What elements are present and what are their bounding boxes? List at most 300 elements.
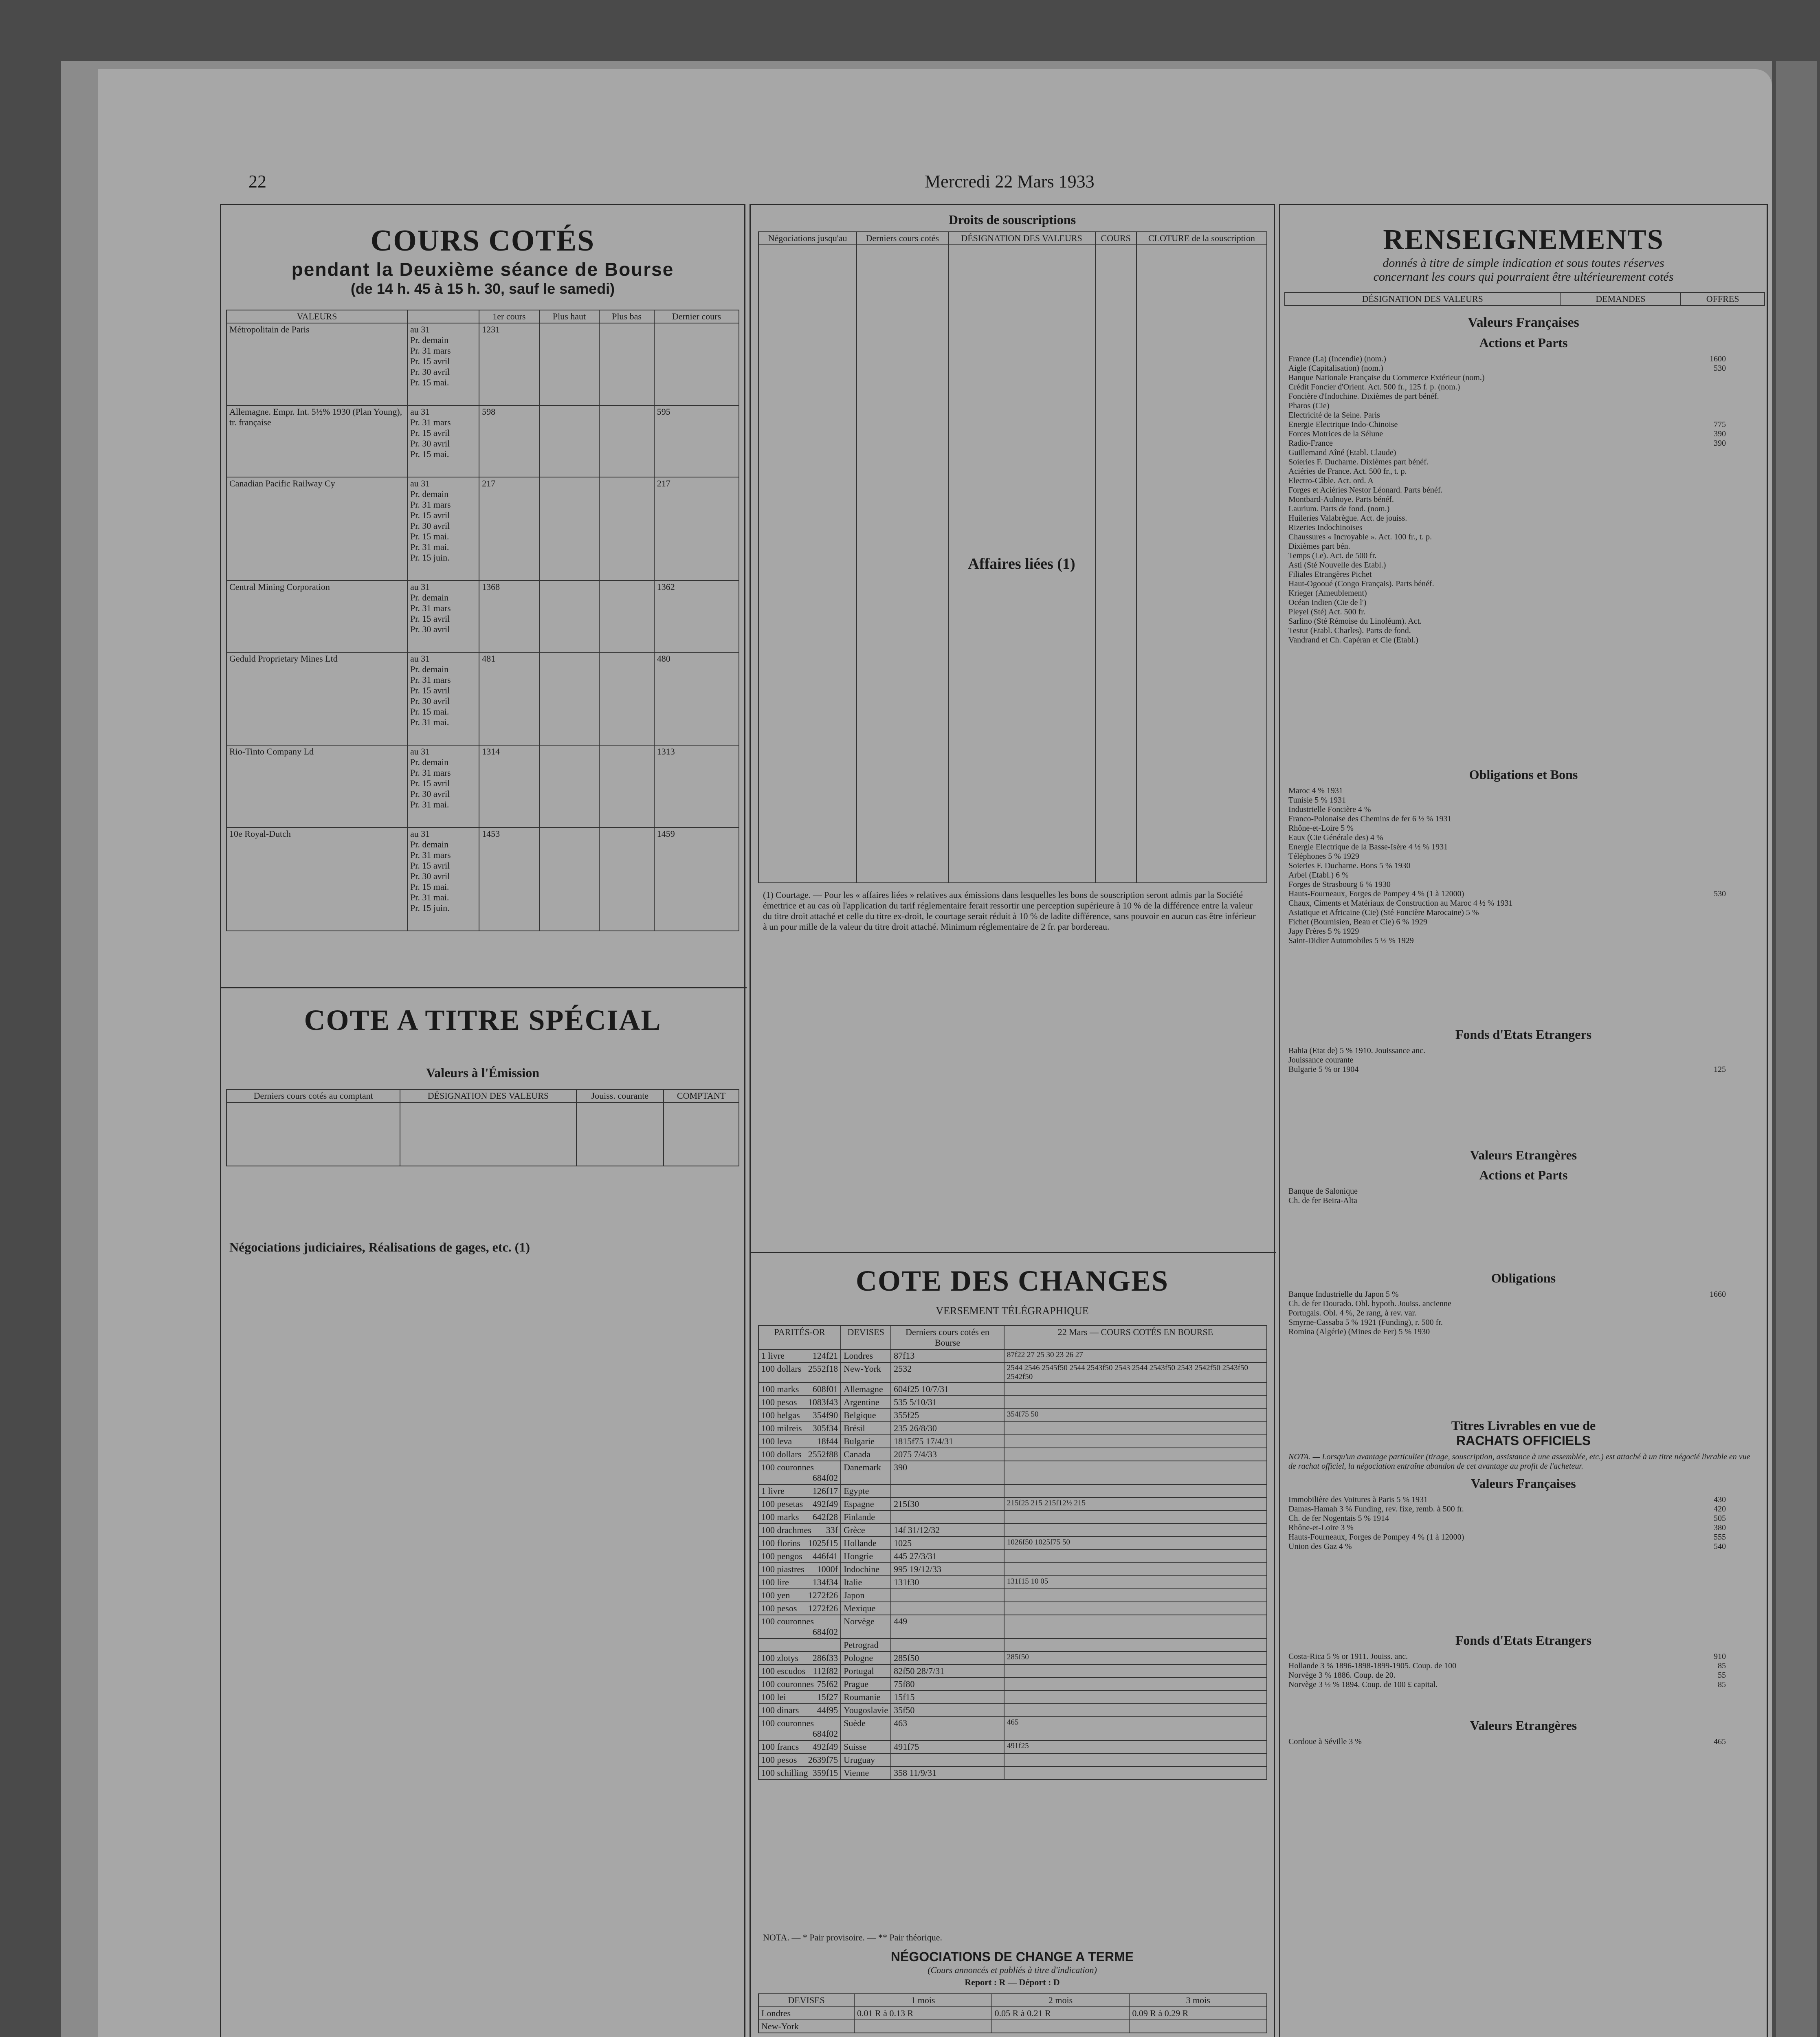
table-row [758,1665,1267,1678]
designation: Damas-Hamah 3 % Funding, rev. fixe, remb. à 500 fr. [1288,1505,1464,1513]
devise: Argentine [841,1396,891,1409]
r-vf-heading: Valeurs Françaises [1471,1476,1576,1491]
parite-value: 126f17 [812,1486,838,1496]
devise: Suisse [841,1740,891,1753]
cours-cotes [1004,1602,1267,1615]
list-item [1288,871,1758,880]
ob-heading: Obligations et Bons [1469,767,1578,782]
ve-ap-heading: Actions et Parts [1479,1168,1568,1182]
list-item [1288,354,1758,364]
demande [1677,617,1726,626]
demande: 420 [1714,1505,1726,1513]
term: au 31 [410,829,430,839]
cours-cotes [1004,1563,1267,1576]
table-row [758,1563,1267,1576]
devise: Belgique [841,1409,891,1422]
plus-haut [539,477,600,581]
list-item [1288,495,1758,504]
list-item [1288,1661,1758,1671]
demande [1677,814,1726,824]
parite [758,1615,841,1639]
column-header: OFFRES [1681,293,1765,306]
parite [758,1422,841,1435]
designation: Banque Industrielle du Japon 5 % [1288,1290,1399,1299]
demande [1677,636,1726,645]
term: Pr. 15 juin. [410,552,450,563]
parite-unit: 100 pesos [761,1397,797,1407]
terme-cell: Londres [758,2007,854,2020]
list-item [1288,1542,1758,1551]
list-item [1288,523,1758,532]
parite-unit: 100 dollars [761,1364,802,1374]
column-header: Jouiss. courante [576,1089,664,1102]
term: Pr. 15 avril [410,428,450,438]
term: Pr. 30 avril [410,696,450,706]
ve-ob-heading: Obligations [1491,1271,1556,1285]
plus-bas [599,827,654,931]
cours-cotes [1004,1589,1267,1602]
designation: Testut (Etabl. Charles). Parts de fond. [1288,626,1411,635]
offre [1726,871,1758,880]
terme-cell [1129,2020,1267,2033]
list-item [1288,889,1758,899]
term: Pr. 15 juin. [410,903,450,913]
list-item [1288,1299,1758,1309]
designation: Soieries F. Ducharne. Dixièmes part bénéf. [1288,458,1429,466]
column-header: CLOTURE de la souscription [1136,232,1267,245]
term: Pr. 31 mars [410,417,451,427]
term: au 31 [410,324,430,334]
column-header: DEMANDES [1560,293,1681,306]
demande: 530 [1714,364,1726,373]
devise: Norvège [841,1615,891,1639]
demande [1677,411,1726,420]
demande [1677,1309,1726,1318]
parite-value: 1272f26 [808,1603,838,1613]
column-header: DÉSIGNATION DES VALEURS [1285,293,1560,306]
cours-cotes [1004,1383,1267,1396]
dernier-cours: 358 11/9/31 [891,1766,1004,1780]
demande: 390 [1714,439,1726,448]
demande [1677,899,1726,908]
table-row [758,1409,1267,1422]
first-cours: 1231 [479,323,539,405]
list-item [1288,1196,1758,1205]
parite-unit: 100 drachmes [761,1525,811,1535]
terme-cell: New-York [758,2020,854,2033]
demande [1677,626,1726,636]
demande [1677,532,1726,542]
offre [1726,908,1758,917]
plus-bas [599,323,654,405]
list-item [1288,814,1758,824]
designation: Chaussures « Incroyable ». Act. 100 fr., t. p. [1288,532,1432,541]
term: Pr. 15 avril [410,778,450,788]
list-item [1288,626,1758,636]
demande [1677,927,1726,936]
table-row [226,477,739,581]
offre [1726,1680,1758,1689]
devise: Roumanie [841,1691,891,1704]
dernier-cours [891,1753,1004,1766]
actions-list [1288,354,1758,645]
designation: Norvège 3 % 1886. Coup. de 20. [1288,1671,1396,1680]
demande: 1600 [1710,354,1726,363]
designation: Haut-Ogooué (Congo Français). Parts bénéf. [1288,579,1434,588]
demande: 530 [1714,889,1726,898]
list-item [1288,880,1758,889]
list-item [1288,824,1758,833]
offre [1726,1737,1758,1747]
offre [1726,373,1758,383]
cours-cotes: 215f25 215 215f12½ 215 [1004,1498,1267,1511]
list-item [1288,364,1758,373]
designation: Dixièmes part bén. [1288,542,1350,551]
cours-cotes-title: COURS COTÉS [370,224,595,257]
demande [1677,1196,1726,1205]
list-item [1288,617,1758,626]
term: Pr. 31 mars [410,345,451,356]
offre [1726,936,1758,946]
cours-cotes [1004,1524,1267,1537]
offre [1726,495,1758,504]
offre [1726,1495,1758,1505]
demande [1677,936,1726,946]
designation: Rhône-et-Loire 5 % [1288,824,1354,833]
parite-unit: 100 leva [761,1436,792,1446]
demande [1677,448,1726,458]
designation: Saint-Didier Automobiles 5 ½ % 1929 [1288,936,1414,945]
table-row [226,323,739,405]
demande [1677,551,1726,561]
list-item [1288,936,1758,946]
dernier-cours: 535 5/10/31 [891,1396,1004,1409]
parite-unit: 100 francs [761,1742,799,1752]
dernier-cours: 1459 [654,827,739,931]
column-header: 1er cours [479,310,539,323]
cours-cotes: 354f75 50 [1004,1409,1267,1422]
demande [1677,1299,1726,1309]
left-column [220,204,745,2037]
list-item [1288,1056,1758,1065]
ve-obligations-list [1288,1290,1758,1337]
offre [1726,1533,1758,1542]
offre [1726,1514,1758,1523]
devise: Pologne [841,1652,891,1665]
offre [1726,1327,1758,1337]
offre [1726,589,1758,598]
changes-nota: NOTA. — * Pair provisoire. — ** Pair théorique. [763,1932,942,1942]
table-row [758,1435,1267,1448]
table-row [758,1461,1267,1485]
parite-value: 359f15 [812,1768,838,1778]
parite-value: 608f01 [812,1384,838,1394]
dernier-cours: 1815f75 17/4/31 [891,1435,1004,1448]
list-item [1288,439,1758,448]
term: Pr. 30 avril [410,871,450,881]
designation: Hauts-Fourneaux, Forges de Pompey 4 % (1 à 12000) [1288,1533,1464,1542]
demande [1677,542,1726,551]
list-item [1288,1652,1758,1661]
designation: Forces Motrices de la Sélune [1288,429,1383,438]
offre [1726,551,1758,561]
list-item [1288,476,1758,486]
offre [1726,561,1758,570]
term: Pr. 15 avril [410,356,450,366]
offre [1726,1523,1758,1533]
parite-unit: 100 couronnes [761,1718,814,1728]
devise: Finlande [841,1511,891,1524]
list-item [1288,1318,1758,1327]
demande: 125 [1714,1065,1726,1074]
column-header: 3 mois [1129,1994,1267,2007]
term: Pr. 15 mai. [410,449,449,459]
parite-unit: 100 belgas [761,1410,800,1420]
page-number: 22 [248,172,266,191]
demande [1677,917,1726,927]
demande [1677,514,1726,523]
term-list [407,652,479,745]
list-item [1288,1495,1758,1505]
right-column [1279,204,1768,2037]
negociations-judiciaires: Négociations judiciaires, Réalisations de gages, etc. (1) [229,1240,530,1254]
parite [758,1485,841,1498]
first-cours: 1368 [479,581,539,652]
cours-cotes [1004,1485,1267,1498]
term: Pr. 15 avril [410,510,450,520]
demande [1677,1318,1726,1327]
parite-unit: 100 zlotys [761,1653,799,1663]
changes-table [758,1325,1267,1780]
parite-value: 642f28 [812,1512,838,1522]
designation: Aciéries de France. Act. 500 fr., t. p. [1288,467,1407,476]
dernier-cours [891,1589,1004,1602]
parite [758,1396,841,1409]
demande [1677,843,1726,852]
designation: Sarlino (Sté Rémoise du Linoléum). Act. [1288,617,1422,626]
list-item [1288,908,1758,917]
column-header: Derniers cours cotés en Bourse [891,1326,1004,1349]
dernier-cours: 75f80 [891,1678,1004,1691]
table-row [758,1678,1267,1691]
renseignements-title: RENSEIGNEMENTS [1383,224,1664,255]
offre [1726,626,1758,636]
parite [758,1362,841,1383]
parite [758,1537,841,1550]
cours-cotes [1004,1448,1267,1461]
parite-value: 684f02 [812,1627,838,1637]
dernier-cours [891,1485,1004,1498]
column-header: DEVISES [841,1326,891,1349]
term: Pr. 15 mai. [410,706,449,717]
demande [1677,589,1726,598]
souscriptions-table [758,231,1267,883]
table-row [226,405,739,477]
table-row [758,1602,1267,1615]
parite-value: 33f [826,1525,838,1535]
plus-bas [599,477,654,581]
demande: 380 [1714,1523,1726,1532]
offre [1726,899,1758,908]
table-row [758,1740,1267,1753]
term: au 31 [410,653,430,664]
devise: Portugal [841,1665,891,1678]
demande [1677,1327,1726,1337]
designation: Forges de Strasbourg 6 % 1930 [1288,880,1391,889]
offre [1726,570,1758,579]
offre [1726,824,1758,833]
column-header: 22 Mars — COURS COTÉS EN BOURSE [1004,1326,1267,1349]
rachats-vf-list [1288,1495,1758,1551]
dernier-cours: 1025 [891,1537,1004,1550]
cours-cotes-table [226,310,739,931]
designation: Hauts-Fourneaux, Forges de Pompey 4 % (1 à 12000) [1288,889,1464,898]
column-header: Derniers cours cotés [857,232,948,245]
designation: Electro-Câble. Act. ord. A [1288,476,1374,485]
table-row [226,581,739,652]
list-item [1288,1309,1758,1318]
parite-value: 1083f43 [808,1397,838,1407]
parite-unit: 1 livre [761,1486,785,1496]
dernier-cours: 285f50 [891,1652,1004,1665]
offre [1726,476,1758,486]
devise: Hongrie [841,1550,891,1563]
offre [1726,523,1758,532]
designation: Ch. de fer Dourado. Obl. hypoth. Jouiss. ancienne [1288,1299,1451,1308]
parite-unit: 100 pengos [761,1551,802,1561]
offre [1726,889,1758,899]
list-item [1288,805,1758,814]
dernier-cours: 87f13 [891,1349,1004,1362]
column-header: Négociations jusqu'au [758,232,857,245]
list-item [1288,1046,1758,1056]
demande: 85 [1718,1680,1726,1689]
obligations-list [1288,786,1758,946]
offre [1726,1318,1758,1327]
offre [1726,401,1758,411]
list-item [1288,514,1758,523]
parite [758,1524,841,1537]
devise: Allemagne [841,1383,891,1396]
parite-value: 684f02 [812,1729,838,1739]
parite-value: 112f82 [813,1666,838,1676]
dernier-cours: 480 [654,652,739,745]
rachats-title2: RACHATS OFFICIELS [1456,1433,1591,1448]
offre [1726,805,1758,814]
cours-cotes: 2544 2546 2545f50 2544 2543f50 2543 2544 2543f50 2543 2542f50 2543f50 2542f50 [1004,1362,1267,1383]
list-item [1288,861,1758,871]
devise: Mexique [841,1602,891,1615]
designation: Océan Indien (Cie de l') [1288,598,1367,607]
parite [758,1563,841,1576]
parite-value: 286f33 [812,1653,838,1663]
devise: Espagne [841,1498,891,1511]
dernier-cours [891,1511,1004,1524]
demande [1677,373,1726,383]
column-header: Plus bas [599,310,654,323]
demande [1677,486,1726,495]
rachats-title: Titres Livrables en vue de [1451,1418,1596,1433]
column-header: Derniers cours cotés au comptant [226,1089,400,1102]
demande [1677,1046,1726,1056]
terme-cell: 0.05 R à 0.21 R [992,2007,1130,2020]
term: Pr. 31 mars [410,850,451,860]
cours-cotes [1004,1753,1267,1766]
designation: Costa-Rica 5 % or 1911. Jouiss. anc. [1288,1652,1408,1661]
demande [1677,607,1726,617]
devise: Indochine [841,1563,891,1576]
column-header: 2 mois [992,1994,1130,2007]
offre [1726,852,1758,861]
table-row [758,1766,1267,1780]
demande [1677,1187,1726,1196]
designation: Eaux (Cie Générale des) 4 % [1288,833,1383,842]
dernier-cours: 595 [654,405,739,477]
demande [1677,476,1726,486]
term: Pr. 31 mars [410,675,451,685]
table-row [758,1524,1267,1537]
demande [1677,523,1726,532]
parite-value: 15f27 [817,1692,838,1702]
ap-heading: Actions et Parts [1479,335,1568,350]
terme-cell [854,2020,992,2033]
demande: 540 [1714,1542,1726,1551]
term: Pr. 31 mai. [410,799,449,810]
dernier-cours: 235 26/8/30 [891,1422,1004,1435]
term: Pr. 30 avril [410,367,450,377]
devise: Japon [841,1589,891,1602]
list-item [1288,420,1758,429]
offre [1726,796,1758,805]
demande [1677,561,1726,570]
table-row [758,2007,1267,2020]
parite [758,1576,841,1589]
demande [1677,401,1726,411]
offre [1726,364,1758,373]
demande: 1660 [1710,1290,1726,1299]
cours-cotes [1004,1615,1267,1639]
demande [1677,796,1726,805]
designation: Maroc 4 % 1931 [1288,786,1343,795]
parite-value: 2552f18 [808,1364,838,1374]
column-header: DEVISES [758,1994,854,2007]
vf-heading: Valeurs Françaises [1468,315,1579,330]
parite-unit: 100 lei [761,1692,786,1702]
plus-haut [539,581,600,652]
designation: Arbel (Etabl.) 6 % [1288,871,1349,880]
first-cours: 1314 [479,745,539,827]
designation: Ch. de fer Beira-Alta [1288,1196,1357,1205]
cours-cotes: 1026f50 1025f75 50 [1004,1537,1267,1550]
list-item [1288,448,1758,458]
list-item [1288,1327,1758,1337]
plus-bas [599,745,654,827]
designation: Temps (Le). Act. de 500 fr. [1288,551,1377,560]
designation: Energie Electrique Indo-Chinoise [1288,420,1398,429]
designation: Chaux, Ciments et Matériaux de Construction au Maroc 4 ½ % 1931 [1288,899,1513,908]
offre [1726,1196,1758,1205]
offre [1726,1671,1758,1680]
parite [758,1766,841,1780]
parite-value: 124f21 [812,1351,838,1361]
table-row [758,1537,1267,1550]
dernier-cours: 995 19/12/33 [891,1563,1004,1576]
parite-value: 492f49 [812,1742,838,1752]
demande [1677,852,1726,861]
parite-unit: 100 dollars [761,1449,802,1459]
list-item [1288,401,1758,411]
parite-unit: 100 florins [761,1538,800,1548]
